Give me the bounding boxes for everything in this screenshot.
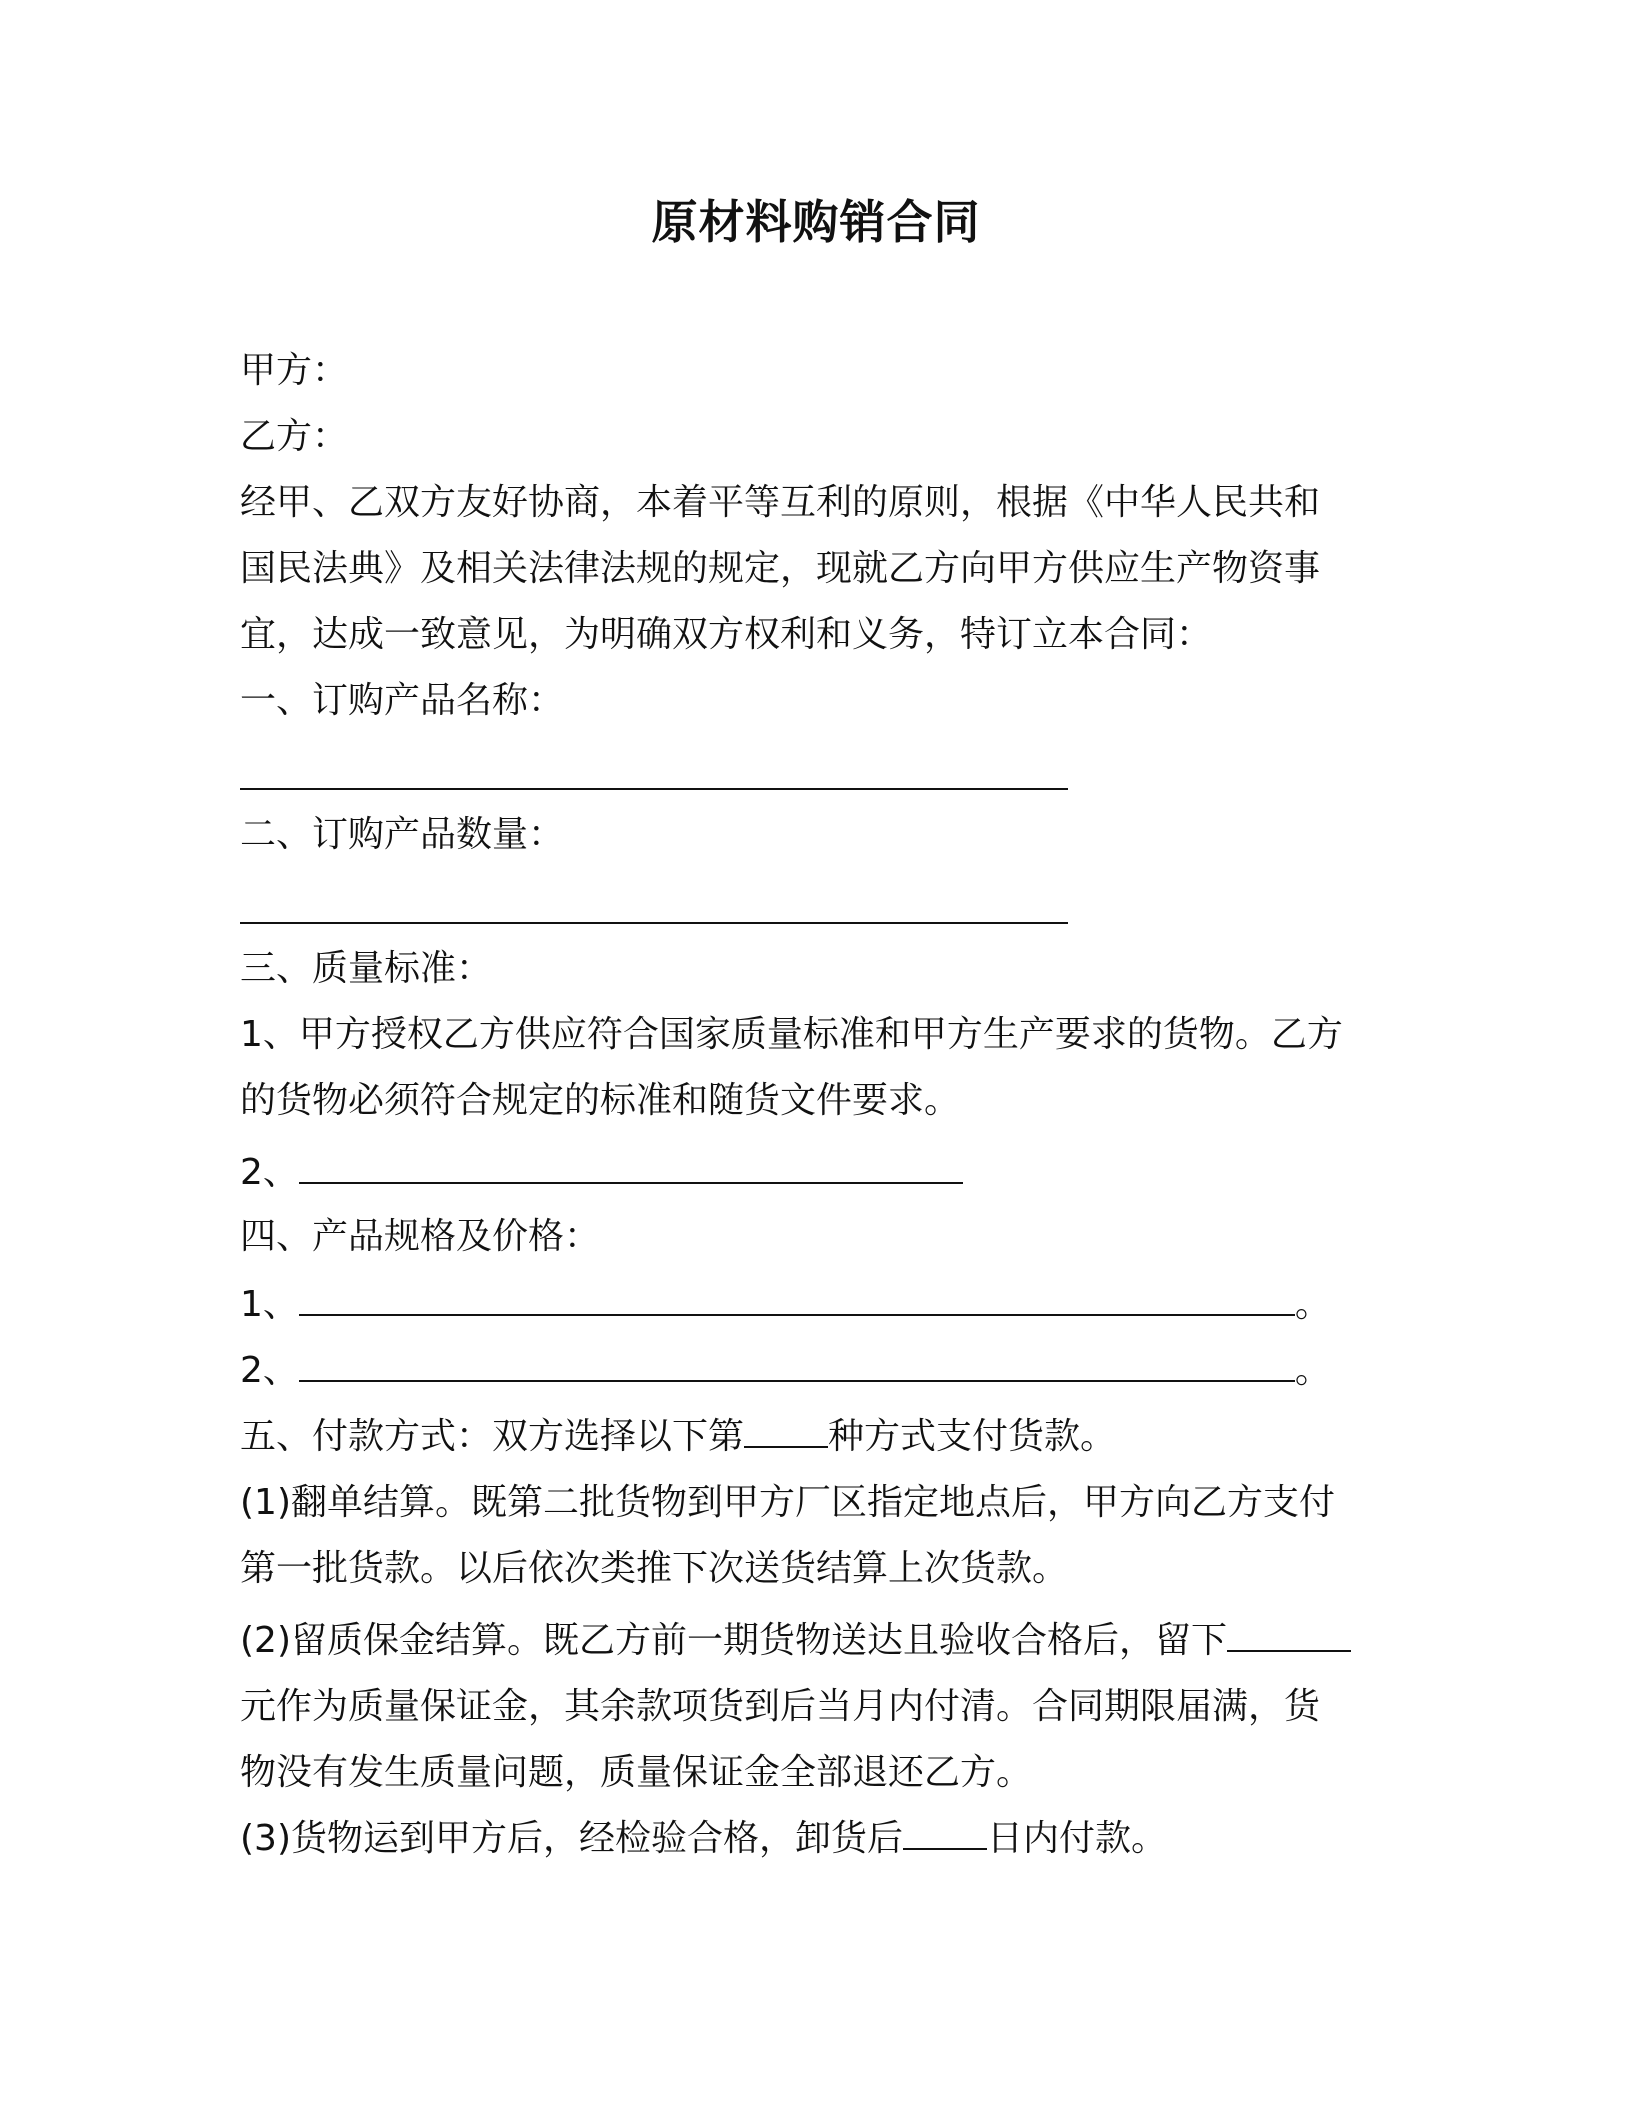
party-a-label: 甲方： — [240, 350, 349, 391]
section-4-item-2-blank — [299, 1354, 1295, 1382]
section-5-option-2-blank — [1227, 1624, 1351, 1652]
section-1-blank-line — [240, 788, 1068, 790]
section-5-heading — [240, 1412, 1116, 1462]
document-title: 原材料购销合同 — [651, 195, 981, 249]
party-b-label: 乙方： — [240, 416, 349, 457]
preamble-line-2: 国民法典》及相关法律法规的规定，现就乙方向甲方供应生产物资事 — [240, 548, 1321, 589]
section-5-option-3 — [240, 1814, 1167, 1864]
section-3-item-1-line-2: 的货物必须符合规定的标准和随货文件要求。 — [240, 1080, 961, 1121]
section-5-option-3-before: (3)货物运到甲方后，经检验合格，卸货后 — [240, 1818, 903, 1859]
section-5-option-2-line-2: 元作为质量保证金，其余款项货到后当月内付清。合同期限届满，货 — [240, 1686, 1321, 1727]
section-4-item-1-blank — [299, 1288, 1295, 1316]
section-3-item-2 — [240, 1148, 963, 1198]
section-5-heading-after: 种方式支付货款。 — [828, 1416, 1117, 1457]
section-4-item-2-suffix: 。 — [1294, 1350, 1331, 1391]
section-4-item-1-suffix: 。 — [1294, 1284, 1331, 1325]
section-5-option-blank — [744, 1420, 828, 1448]
section-4-item-1-prefix: 1、 — [240, 1284, 299, 1325]
section-5-option-2-text: (2)留质保金结算。既乙方前一期货物送达且验收合格后，留下 — [240, 1620, 1227, 1661]
section-5-heading-before: 五、付款方式：双方选择以下第 — [240, 1416, 745, 1457]
preamble-line-1: 经甲、乙双方友好协商，本着平等互利的原则，根据《中华人民共和 — [240, 482, 1321, 523]
section-3-heading: 三、质量标准： — [240, 948, 493, 989]
section-1-heading: 一、订购产品名称： — [240, 680, 565, 721]
section-4-item-1 — [240, 1280, 1331, 1330]
section-2-heading: 二、订购产品数量： — [240, 814, 565, 855]
section-4-item-2-prefix: 2、 — [240, 1350, 299, 1391]
section-5-option-1-line-2: 第一批货款。以后依次类推下次送货结算上次货款。 — [240, 1548, 1069, 1589]
section-3-item-1-line-1: 1、甲方授权乙方供应符合国家质量标准和甲方生产要求的货物。乙方 — [240, 1014, 1343, 1055]
section-4-item-2 — [240, 1346, 1331, 1396]
section-4-heading: 四、产品规格及价格： — [240, 1216, 601, 1257]
section-5-option-2-line-1 — [240, 1616, 1351, 1666]
section-3-item-2-blank — [299, 1156, 963, 1184]
preamble-line-3: 宜，达成一致意见，为明确双方权利和义务，特订立本合同： — [240, 614, 1213, 655]
section-3-item-2-prefix: 2、 — [240, 1152, 299, 1193]
section-5-option-2-line-3: 物没有发生质量问题，质量保证金全部退还乙方。 — [240, 1752, 1033, 1793]
section-5-option-1-line-1: (1)翻单结算。既第二批货物到甲方厂区指定地点后，甲方向乙方支付 — [240, 1482, 1335, 1523]
section-5-option-3-after: 日内付款。 — [987, 1818, 1168, 1859]
section-2-blank-line — [240, 922, 1068, 924]
section-5-option-3-blank — [903, 1822, 987, 1850]
